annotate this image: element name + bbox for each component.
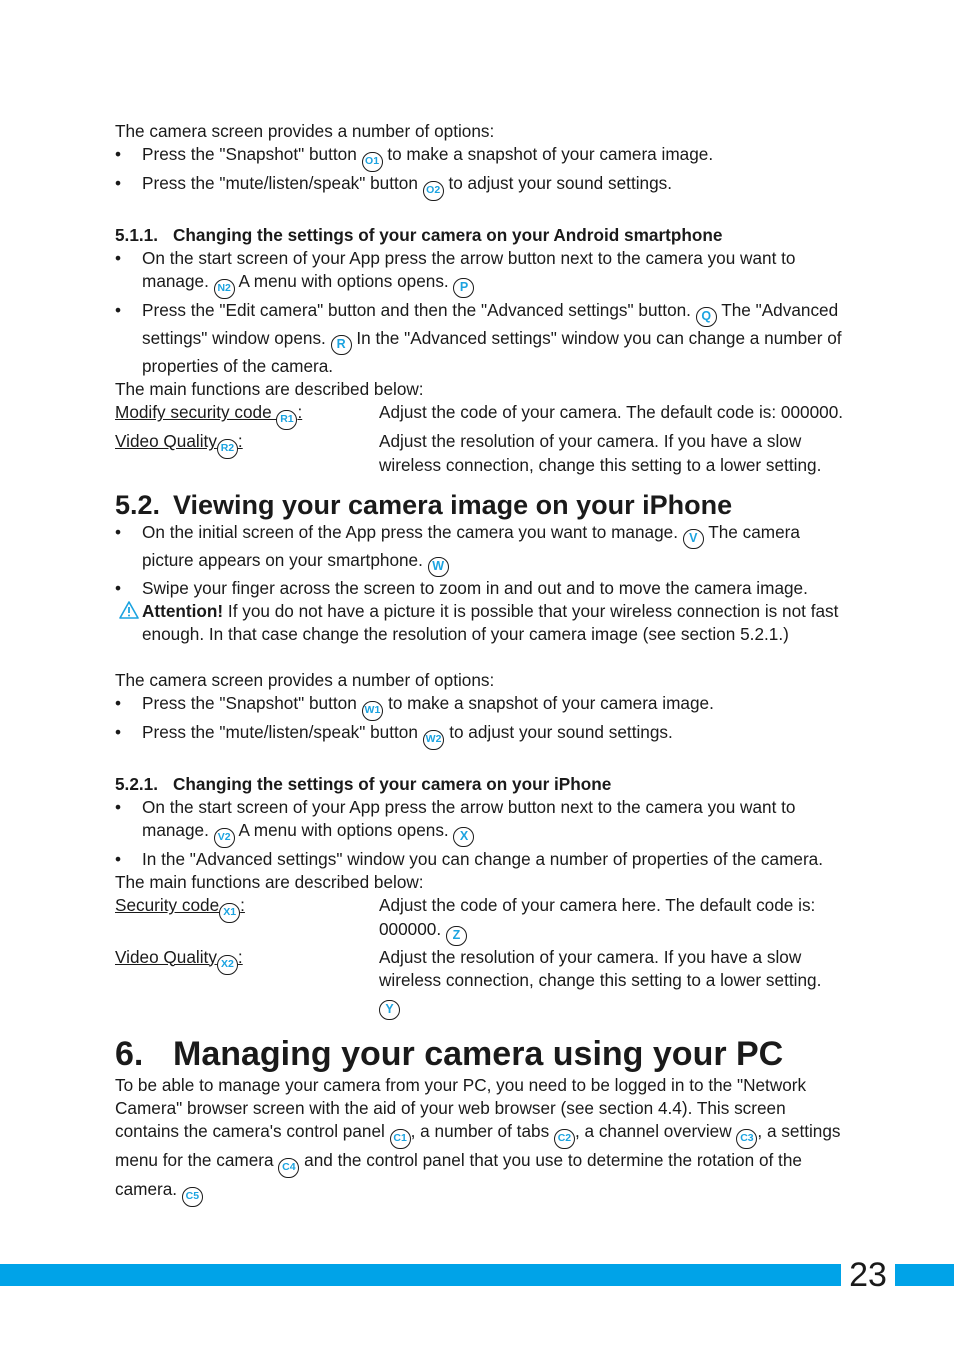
chapter-paragraph: To be able to manage your camera from your PC, you need to be logged in to the "Network Camera" browser screen with the aid of your web browser (see section 4.4). This screen contains the camera's control panel C1 , a number of tabs C2 , a channel overview C3 , a settings menu for the camera C4 and the control panel that you use to determine the rotation of the camera. C5 (115, 1074, 845, 1207)
list-item: • Press the "Edit camera" button and then the "Advanced settings" button. Q The "Advanced settings" window opens. R In the "Advanced settings" window you can change a number of properties of the camera. (115, 299, 845, 378)
definition-row (115, 430, 845, 476)
list-item: • In the "Advanced settings" window you can change a number of properties of the camera. (115, 848, 845, 871)
callout-y: Y (379, 1000, 400, 1020)
definition-row (115, 401, 845, 430)
iphone-settings-list (115, 796, 845, 871)
callout-c3: C3 (736, 1129, 757, 1149)
definition-term: Security code X1 : (115, 894, 379, 945)
callout-w2: W2 (423, 730, 445, 750)
definition-desc: Adjust the resolution of your camera. If you have a slow wireless connection, change this setting to a lower setting. Y (379, 946, 845, 1020)
callout-c4: C4 (278, 1158, 299, 1178)
callout-c2: C2 (554, 1129, 575, 1149)
intro-lead: The camera screen provides a number of options: (115, 121, 495, 141)
android-steps-list (115, 247, 845, 378)
page-number-bracket-right (895, 1264, 899, 1286)
callout-r2: R2 (217, 439, 238, 459)
callout-p: P (453, 278, 474, 298)
callout-x: X (453, 827, 474, 847)
callout-o1: O1 (362, 152, 383, 172)
callout-q: Q (696, 307, 717, 327)
chapter-heading-6: 6. Managing your camera using your PC (115, 1034, 784, 1073)
definition-desc: Adjust the code of your camera. The default code is: 000000. (379, 402, 844, 423)
list-item: • On the initial screen of the App press the camera you want to manage. V The camera picture appears on your smartphone. W (115, 521, 845, 577)
footer-bar (0, 1264, 954, 1286)
page-number: 23 (837, 1254, 899, 1296)
callout-r: R (331, 335, 352, 355)
callout-v2: V2 (214, 828, 235, 848)
definition-term: Modify security code R1 : (115, 401, 379, 430)
section-heading-5-2: 5.2. Viewing your camera image on your iPhone (115, 489, 733, 520)
definition-desc: Adjust the resolution of your camera. If you have a slow wireless connection, change this setting to a lower setting. (379, 431, 822, 475)
list-item: • Swipe your finger across the screen to zoom in and out and to move the camera image. (115, 577, 845, 600)
attention-label: Attention! (142, 600, 224, 621)
definition-desc: Adjust the code of your camera here. The default code is: 000000. Z (379, 894, 845, 945)
definition-row (115, 946, 845, 1020)
callout-x2: X2 (217, 955, 238, 975)
iphone-view-steps-list (115, 521, 845, 600)
main-functions-label: The main functions are described below: (115, 379, 424, 400)
list-item: • Press the "mute/listen/speak" button W2 to adjust your sound settings. (115, 721, 845, 750)
main-functions-label: The main functions are described below: (115, 872, 424, 893)
list-item: • Press the "mute/listen/speak" button O2 to adjust your sound settings. (115, 172, 845, 201)
list-item: • On the start screen of your App press the arrow button next to the camera you want to manage. V2 A menu with options opens. X (115, 796, 845, 848)
definition-term: Video Quality R2 : (115, 430, 379, 476)
intro-lead: The camera screen provides a number of options: (115, 669, 495, 690)
list-item: • Press the "Snapshot" button O1 to make a snapshot of your camera image. (115, 143, 845, 172)
intro-options-list (115, 143, 845, 201)
definition-row (115, 894, 845, 945)
callout-c5: C5 (182, 1187, 203, 1207)
callout-c1: C1 (390, 1129, 411, 1149)
section-heading-5-1-1: 5.1.1. Changing the settings of your camera on your Android smartphone (115, 225, 723, 246)
callout-v: V (683, 529, 704, 549)
callout-o2: O2 (423, 181, 444, 201)
callout-w1: W1 (362, 701, 384, 721)
warning-icon (119, 601, 139, 619)
page-content (115, 120, 845, 1207)
iphone-options-list (115, 692, 845, 750)
attention-note: Attention! If you do not have a picture it is possible that your wireless connection is not fast enough. In that case change the resolution of your camera image (see section 5.2.1.) (115, 600, 845, 646)
callout-n2: N2 (214, 279, 235, 299)
callout-x1: X1 (219, 903, 240, 923)
definition-term: Video Quality X2 : (115, 946, 379, 1020)
page-number-bracket-left (837, 1264, 841, 1286)
list-item: • Press the "Snapshot" button W1 to make a snapshot of your camera image. (115, 692, 845, 721)
callout-w: W (428, 557, 449, 577)
callout-r1: R1 (276, 410, 297, 430)
list-item: • On the start screen of your App press the arrow button next to the camera you want to manage. N2 A menu with options opens. P (115, 247, 845, 299)
callout-z: Z (446, 926, 467, 946)
section-heading-5-2-1: 5.2.1. Changing the settings of your camera on your iPhone (115, 774, 612, 795)
